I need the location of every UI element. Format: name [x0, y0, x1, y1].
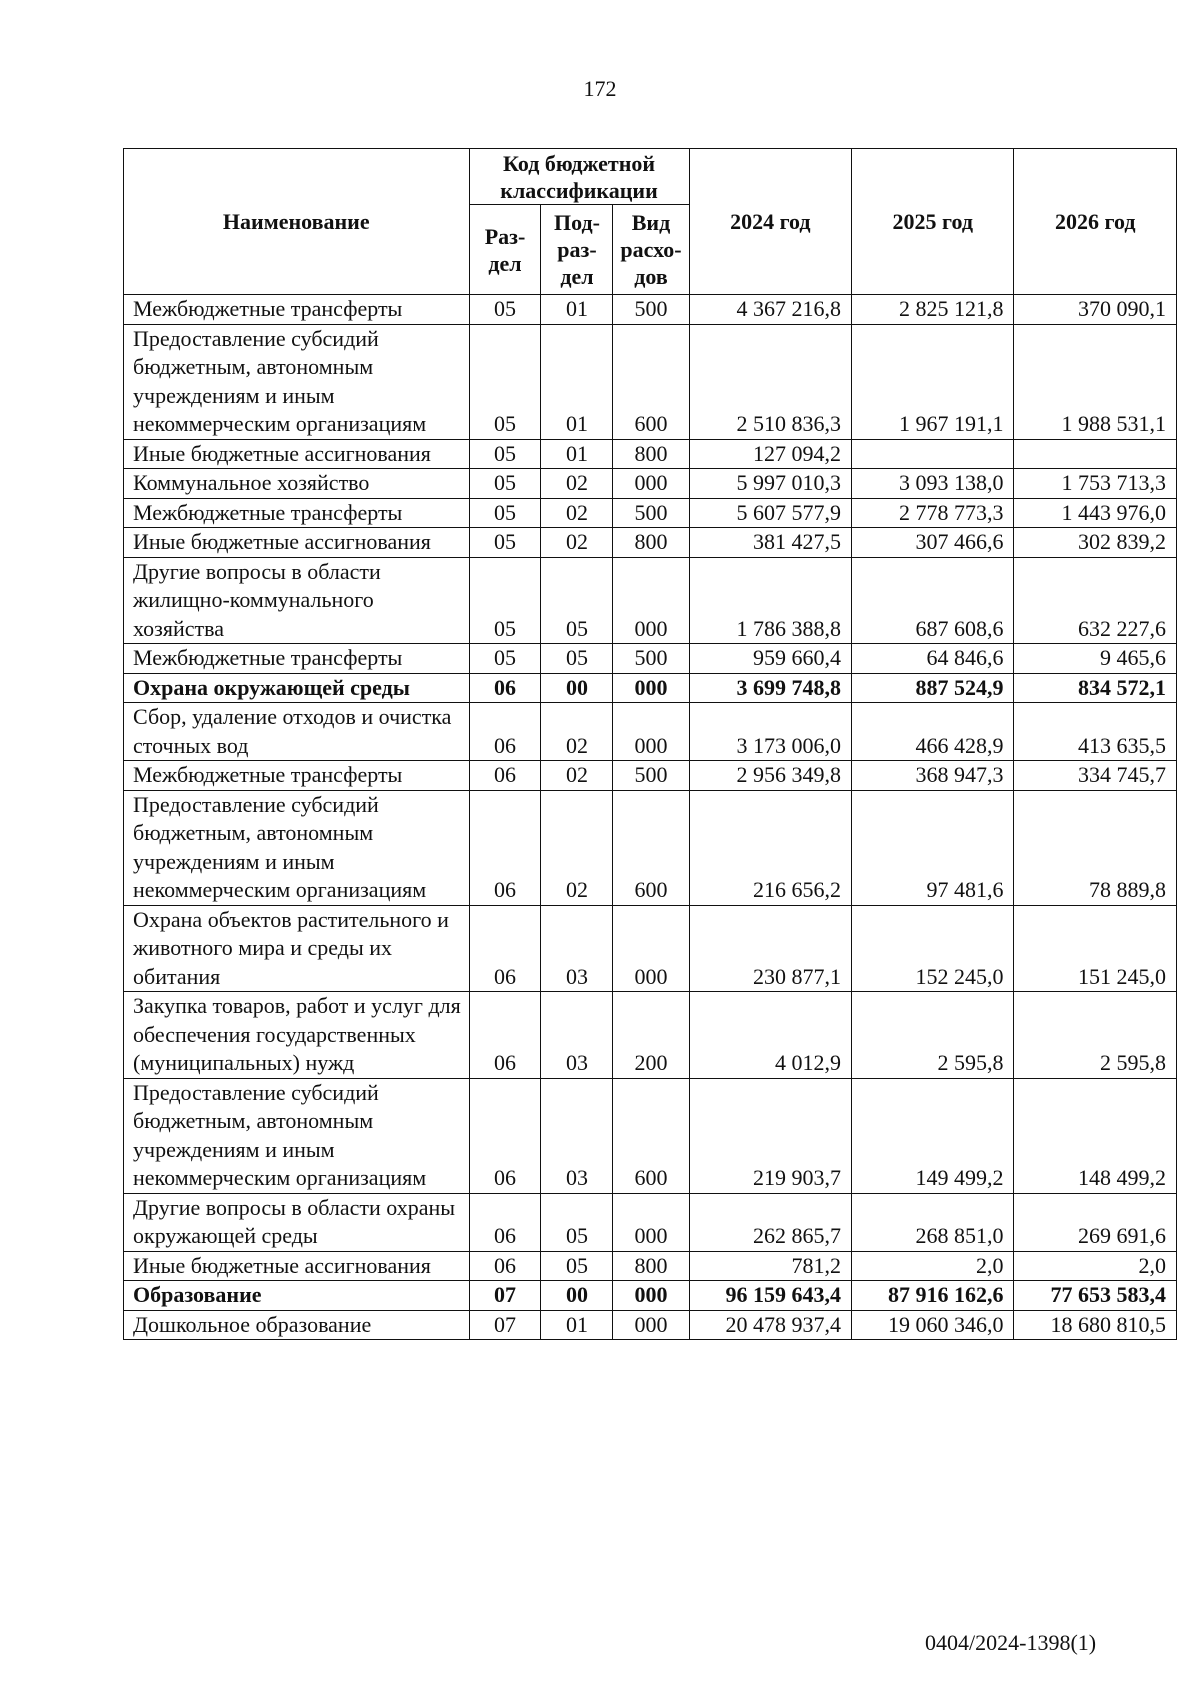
table-row	[124, 295, 1177, 325]
row-2025: 687 608,6	[852, 557, 1014, 644]
row-2025: 2 595,8	[852, 992, 1014, 1079]
row-vid: 000	[613, 703, 689, 761]
row-2025: 2 825 121,8	[852, 295, 1014, 325]
header-2025: 2025 год	[852, 149, 1014, 295]
row-razdel: 06	[469, 992, 541, 1079]
row-razdel: 05	[469, 528, 541, 558]
row-name: Межбюджетные трансферты	[124, 498, 470, 528]
row-2025: 368 947,3	[852, 761, 1014, 791]
row-name: Закупка товаров, работ и услуг для обеспечения государственных (муниципальных) нужд	[124, 992, 470, 1079]
table-row	[124, 673, 1177, 703]
row-razdel: 06	[469, 673, 541, 703]
row-2025: 152 245,0	[852, 905, 1014, 992]
row-2025	[852, 439, 1014, 469]
row-name: Другие вопросы в области жилищно-коммунального хозяйства	[124, 557, 470, 644]
row-name: Другие вопросы в области охраны окружающей среды	[124, 1193, 470, 1251]
row-name: Дошкольное образование	[124, 1310, 470, 1340]
row-name: Охрана окружающей среды	[124, 673, 470, 703]
row-2026: 2 595,8	[1014, 992, 1177, 1079]
row-2024: 3 173 006,0	[689, 703, 851, 761]
row-vid: 000	[613, 673, 689, 703]
row-razdel: 06	[469, 1078, 541, 1193]
page-number: 172	[583, 76, 617, 101]
row-razdel: 05	[469, 557, 541, 644]
row-2024: 5 607 577,9	[689, 498, 851, 528]
row-vid: 500	[613, 644, 689, 674]
row-2025: 97 481,6	[852, 790, 1014, 905]
row-2026: 78 889,8	[1014, 790, 1177, 905]
table-row	[124, 1078, 1177, 1193]
table-row	[124, 439, 1177, 469]
row-2025: 2,0	[852, 1251, 1014, 1281]
row-2026: 302 839,2	[1014, 528, 1177, 558]
row-2025: 1 967 191,1	[852, 324, 1014, 439]
row-razdel: 05	[469, 439, 541, 469]
row-vid: 000	[613, 1310, 689, 1340]
row-2024: 4 367 216,8	[689, 295, 851, 325]
row-2024: 959 660,4	[689, 644, 851, 674]
row-2024: 2 510 836,3	[689, 324, 851, 439]
table-row	[124, 761, 1177, 791]
row-podrazdel: 05	[541, 644, 613, 674]
row-name: Иные бюджетные ассигнования	[124, 439, 470, 469]
header-vid: Вид расхо-дов	[613, 205, 689, 295]
row-name: Охрана объектов растительного и животного мира и среды их обитания	[124, 905, 470, 992]
row-vid: 000	[613, 557, 689, 644]
row-2025: 3 093 138,0	[852, 469, 1014, 499]
row-name: Иные бюджетные ассигнования	[124, 1251, 470, 1281]
row-razdel: 07	[469, 1310, 541, 1340]
row-2024: 20 478 937,4	[689, 1310, 851, 1340]
row-name: Предоставление субсидий бюджетным, автономным учреждениям и иным некоммерческим организациям	[124, 790, 470, 905]
table-row	[124, 703, 1177, 761]
row-vid: 800	[613, 528, 689, 558]
row-podrazdel: 00	[541, 1281, 613, 1311]
row-podrazdel: 02	[541, 498, 613, 528]
row-razdel: 06	[469, 905, 541, 992]
row-2024: 381 427,5	[689, 528, 851, 558]
row-2024: 2 956 349,8	[689, 761, 851, 791]
table-row	[124, 1281, 1177, 1311]
row-razdel: 06	[469, 703, 541, 761]
budget-table	[123, 148, 1177, 1340]
row-podrazdel: 05	[541, 1193, 613, 1251]
row-name: Межбюджетные трансферты	[124, 761, 470, 791]
row-vid: 600	[613, 790, 689, 905]
row-name: Образование	[124, 1281, 470, 1311]
row-razdel: 07	[469, 1281, 541, 1311]
row-podrazdel: 02	[541, 703, 613, 761]
table-row	[124, 557, 1177, 644]
row-razdel: 06	[469, 1251, 541, 1281]
row-2024: 127 094,2	[689, 439, 851, 469]
row-podrazdel: 02	[541, 761, 613, 791]
table-header	[124, 149, 1177, 295]
row-vid: 500	[613, 498, 689, 528]
row-razdel: 05	[469, 498, 541, 528]
row-vid: 500	[613, 295, 689, 325]
row-name: Сбор, удаление отходов и очистка сточных вод	[124, 703, 470, 761]
row-name: Предоставление субсидий бюджетным, автономным учреждениям и иным некоммерческим организациям	[124, 1078, 470, 1193]
row-2026: 9 465,6	[1014, 644, 1177, 674]
row-2026: 834 572,1	[1014, 673, 1177, 703]
row-razdel: 05	[469, 644, 541, 674]
row-2025: 268 851,0	[852, 1193, 1014, 1251]
row-podrazdel: 02	[541, 790, 613, 905]
header-razdel: Раз-дел	[469, 205, 541, 295]
row-2024: 230 877,1	[689, 905, 851, 992]
row-vid: 600	[613, 1078, 689, 1193]
row-2026: 413 635,5	[1014, 703, 1177, 761]
row-2026: 1 753 713,3	[1014, 469, 1177, 499]
table-body	[124, 295, 1177, 1340]
table-row	[124, 528, 1177, 558]
table-row	[124, 644, 1177, 674]
table-row	[124, 1251, 1177, 1281]
row-2024: 96 159 643,4	[689, 1281, 851, 1311]
row-vid: 600	[613, 324, 689, 439]
row-podrazdel: 00	[541, 673, 613, 703]
header-code-group: Код бюджетной классификации	[469, 149, 689, 205]
table-row	[124, 498, 1177, 528]
row-2025: 466 428,9	[852, 703, 1014, 761]
row-2026: 334 745,7	[1014, 761, 1177, 791]
row-2025: 307 466,6	[852, 528, 1014, 558]
row-2025: 19 060 346,0	[852, 1310, 1014, 1340]
header-podrazdel: Под-раз-дел	[541, 205, 613, 295]
row-vid: 000	[613, 469, 689, 499]
header-name: Наименование	[124, 149, 470, 295]
row-2024: 1 786 388,8	[689, 557, 851, 644]
row-podrazdel: 01	[541, 295, 613, 325]
row-2026	[1014, 439, 1177, 469]
row-2026: 632 227,6	[1014, 557, 1177, 644]
row-name: Межбюджетные трансферты	[124, 644, 470, 674]
header-2026: 2026 год	[1014, 149, 1177, 295]
row-podrazdel: 03	[541, 1078, 613, 1193]
row-vid: 200	[613, 992, 689, 1079]
row-2026: 1 988 531,1	[1014, 324, 1177, 439]
row-razdel: 06	[469, 1193, 541, 1251]
row-podrazdel: 02	[541, 528, 613, 558]
row-podrazdel: 05	[541, 557, 613, 644]
row-name: Предоставление субсидий бюджетным, автономным учреждениям и иным некоммерческим организациям	[124, 324, 470, 439]
row-2024: 262 865,7	[689, 1193, 851, 1251]
table-row	[124, 992, 1177, 1079]
document-number: 0404/2024-1398(1)	[925, 1630, 1097, 1655]
row-2024: 3 699 748,8	[689, 673, 851, 703]
table-row	[124, 790, 1177, 905]
row-2024: 216 656,2	[689, 790, 851, 905]
row-name: Коммунальное хозяйство	[124, 469, 470, 499]
row-podrazdel: 03	[541, 992, 613, 1079]
row-vid: 800	[613, 439, 689, 469]
row-vid: 500	[613, 761, 689, 791]
row-2026: 2,0	[1014, 1251, 1177, 1281]
row-2025: 887 524,9	[852, 673, 1014, 703]
row-2026: 148 499,2	[1014, 1078, 1177, 1193]
row-vid: 000	[613, 905, 689, 992]
row-vid: 000	[613, 1193, 689, 1251]
row-2024: 4 012,9	[689, 992, 851, 1079]
row-2025: 87 916 162,6	[852, 1281, 1014, 1311]
table-row	[124, 1310, 1177, 1340]
row-podrazdel: 03	[541, 905, 613, 992]
row-podrazdel: 01	[541, 439, 613, 469]
row-2026: 1 443 976,0	[1014, 498, 1177, 528]
row-razdel: 05	[469, 324, 541, 439]
row-2026: 269 691,6	[1014, 1193, 1177, 1251]
row-podrazdel: 01	[541, 1310, 613, 1340]
table-row	[124, 1193, 1177, 1251]
row-2026: 370 090,1	[1014, 295, 1177, 325]
table-row	[124, 469, 1177, 499]
table-row	[124, 905, 1177, 992]
row-name: Межбюджетные трансферты	[124, 295, 470, 325]
row-2025: 149 499,2	[852, 1078, 1014, 1193]
header-2024: 2024 год	[689, 149, 851, 295]
row-razdel: 06	[469, 790, 541, 905]
row-podrazdel: 02	[541, 469, 613, 499]
row-podrazdel: 05	[541, 1251, 613, 1281]
row-2024: 219 903,7	[689, 1078, 851, 1193]
row-podrazdel: 01	[541, 324, 613, 439]
row-vid: 000	[613, 1281, 689, 1311]
row-2026: 18 680 810,5	[1014, 1310, 1177, 1340]
row-2025: 2 778 773,3	[852, 498, 1014, 528]
row-razdel: 05	[469, 295, 541, 325]
row-razdel: 06	[469, 761, 541, 791]
row-razdel: 05	[469, 469, 541, 499]
row-name: Иные бюджетные ассигнования	[124, 528, 470, 558]
row-2024: 781,2	[689, 1251, 851, 1281]
row-2025: 64 846,6	[852, 644, 1014, 674]
row-2026: 151 245,0	[1014, 905, 1177, 992]
row-2026: 77 653 583,4	[1014, 1281, 1177, 1311]
table-row	[124, 324, 1177, 439]
row-2024: 5 997 010,3	[689, 469, 851, 499]
row-vid: 800	[613, 1251, 689, 1281]
